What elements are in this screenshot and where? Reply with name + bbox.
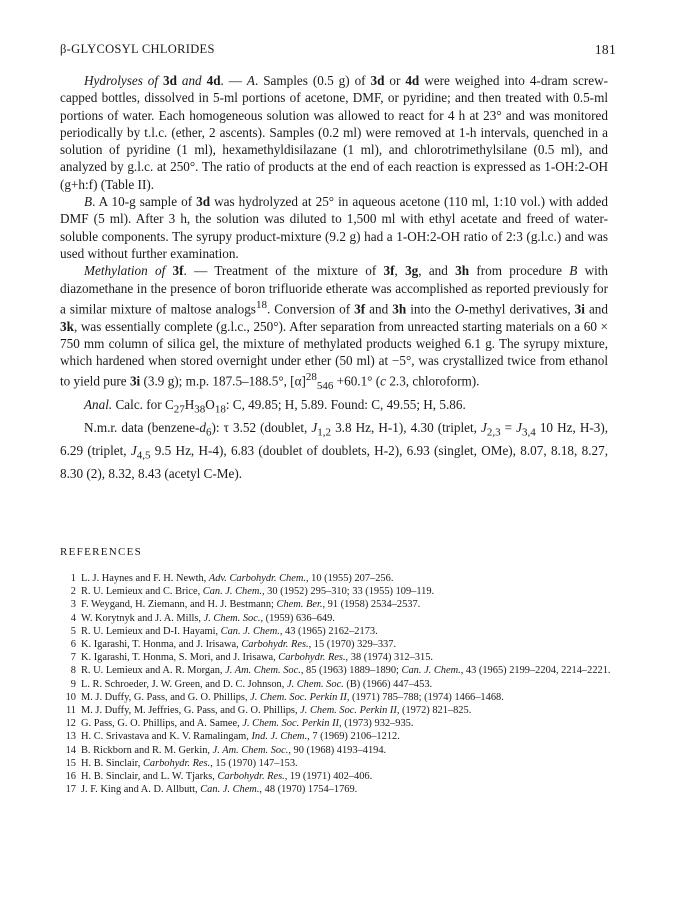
text-run: 18 bbox=[214, 403, 226, 416]
text-run: Anal. bbox=[84, 396, 113, 412]
text-run: J bbox=[130, 442, 137, 458]
text-run: 2.3, chloroform). bbox=[386, 373, 480, 389]
text-run: from procedure bbox=[469, 263, 570, 279]
text-run: into the bbox=[406, 301, 455, 317]
text-run: , (1959) 636–649. bbox=[260, 612, 335, 624]
text-run: , 38 (1974) 312–315. bbox=[345, 652, 433, 664]
text-run: , 10 (1955) 207–256. bbox=[305, 573, 394, 584]
text-run: , and bbox=[418, 263, 456, 279]
text-run: , 48 (1970) 1754–1769. bbox=[259, 784, 358, 796]
reference-text bbox=[81, 704, 616, 717]
text-run: = bbox=[500, 419, 517, 435]
text-run: Can. J. Chem. bbox=[401, 665, 461, 677]
text-run: 27 bbox=[173, 403, 185, 416]
reference-number: 6 bbox=[70, 639, 76, 651]
reference-number: 12 bbox=[65, 718, 76, 730]
text-run: R. U. Lemieux and C. Brice, bbox=[81, 586, 203, 598]
text-run: and bbox=[584, 301, 608, 317]
reference-number: 14 bbox=[65, 744, 76, 756]
references-heading: REFERENCES bbox=[60, 546, 143, 558]
reference-item bbox=[60, 625, 616, 638]
text-run: , 19 (1971) 402–406. bbox=[284, 771, 373, 783]
reference-item bbox=[60, 744, 616, 757]
text-run: , (1972) 821–825. bbox=[396, 705, 472, 717]
reference-text bbox=[81, 783, 616, 796]
text-run: 4,5 bbox=[136, 449, 151, 462]
reference-item bbox=[60, 585, 616, 598]
text-run: H. B. Sinclair, bbox=[81, 757, 143, 769]
text-run: Adv. Carbohydr. Chem. bbox=[208, 573, 306, 584]
reference-text bbox=[81, 717, 616, 730]
text-run: A bbox=[246, 73, 255, 88]
reference-text bbox=[81, 612, 616, 625]
paragraph-methylation bbox=[60, 262, 608, 396]
text-run: . — Treatment of the mixture of bbox=[183, 263, 384, 279]
text-run: H. B. Sinclair, and L. W. Tjarks, bbox=[81, 771, 218, 783]
text-run: (3.9 g); m.p. 187.5–188.5°, [α] bbox=[140, 373, 306, 389]
text-run: Hydrolyses of bbox=[84, 73, 163, 88]
paragraph-hydrolyses bbox=[60, 72, 608, 193]
text-run: 2,3 bbox=[486, 426, 501, 439]
text-run: 3,4 bbox=[522, 426, 536, 439]
text-run: O bbox=[205, 396, 215, 412]
text-run: . Conversion of bbox=[266, 301, 355, 317]
reference-text bbox=[81, 678, 616, 691]
text-run: F. Weygand, H. Ziemann, and H. J. Bestmann; bbox=[81, 599, 277, 611]
text-run: H. C. Srivastava and K. V. Ramalingam, bbox=[81, 731, 252, 743]
text-run: , 43 (1965) 2199–2204, 2214–2221. bbox=[460, 665, 611, 677]
text-run: Ind. J. Chem. bbox=[251, 731, 308, 743]
reference-number: 17 bbox=[65, 784, 76, 796]
text-run: 4d bbox=[405, 73, 420, 88]
text-run: M. J. Duffy, G. Pass, and G. O. Phillips, bbox=[81, 691, 251, 703]
text-run: Calc. for C bbox=[112, 396, 174, 412]
reference-text bbox=[81, 625, 616, 638]
text-run: , 85 (1963) 1889–1890; bbox=[300, 665, 402, 677]
reference-item bbox=[60, 730, 616, 743]
text-run: J. Am. Chem. Soc. bbox=[225, 665, 301, 677]
reference-text bbox=[81, 664, 616, 677]
reference-number: 2 bbox=[70, 586, 76, 598]
text-run: 3f bbox=[383, 263, 395, 279]
text-run: 1,2 bbox=[317, 426, 332, 439]
references-list bbox=[60, 572, 616, 796]
reference-text bbox=[81, 598, 616, 611]
text-run: 3h bbox=[392, 301, 407, 317]
text-run: Chem. Ber. bbox=[276, 599, 323, 611]
reference-item bbox=[60, 770, 616, 783]
text-run: 3k bbox=[60, 318, 74, 334]
text-run: , bbox=[394, 263, 406, 279]
reference-item bbox=[60, 651, 616, 664]
text-run: 546 bbox=[316, 380, 334, 393]
paragraph-procedure-b bbox=[60, 193, 608, 262]
text-run: , 91 (1958) 2534–2537. bbox=[322, 599, 421, 611]
text-run: 3d bbox=[370, 73, 385, 88]
reference-number: 8 bbox=[70, 665, 76, 677]
text-run: , (1971) 785–788; (1974) 1466–1468. bbox=[346, 691, 504, 703]
text-run: -methyl derivatives, bbox=[464, 301, 575, 317]
reference-number: 9 bbox=[70, 678, 76, 690]
text-run: , 7 (1969) 2106–1212. bbox=[307, 731, 400, 743]
text-run: R. U. Lemieux and D-I. Hayami, bbox=[81, 625, 221, 637]
text-run: 18 bbox=[255, 298, 267, 311]
reference-item bbox=[60, 704, 616, 717]
text-run: N.m.r. data (benzene- bbox=[84, 419, 200, 435]
reference-item bbox=[60, 612, 616, 625]
reference-item bbox=[60, 678, 616, 691]
text-run: J bbox=[481, 419, 487, 435]
text-run: J. Chem. Soc. bbox=[286, 678, 344, 690]
text-run: W. Korytnyk and J. A. Mills, bbox=[81, 612, 204, 624]
text-run: K. Igarashi, T. Honma, and J. Irisawa, bbox=[81, 639, 242, 651]
text-run: J. Am. Chem. Soc. bbox=[212, 744, 289, 756]
text-run: 3d bbox=[196, 194, 211, 210]
text-run: with diazomethane in the presence of boron trifluoride etherate was accomplished as reported previously for a similar mixture of maltose analogs bbox=[60, 263, 609, 317]
text-run: Can. J. Chem. bbox=[202, 586, 262, 598]
reference-number: 11 bbox=[65, 705, 76, 717]
reference-number: 5 bbox=[70, 625, 76, 637]
text-run: Carbohydr. Res. bbox=[217, 771, 285, 783]
text-run: B. Rickborn and R. M. Gerkin, bbox=[81, 744, 213, 756]
reference-text bbox=[81, 770, 616, 783]
reference-text bbox=[81, 744, 616, 757]
text-run: , 43 (1965) 2162–2173. bbox=[279, 625, 378, 637]
text-run: L. R. Schroeder, J. W. Green, and D. C. Johnson, bbox=[81, 678, 287, 690]
text-run: were weighed into 4-dram screw-capped bottles, dissolved in 5-ml portions of acetone, DMF, or pyridine; and then treated with 0.5-ml portions of water. Each homogeneous solution was allowed to react for 4 h at 23° and was monitored periodically by t.l.c. (ether, 2 ascents). Samples (0.2 ml) were removed at 1-h intervals, quenched in a solution of pyridine (1 ml), hexamethyldisilazane (1 ml), and chlorotrimethylsilane (0.5 ml), and analyzed by g.l.c. at 250°. The ratio of products at the end of each reaction is expressed as 1-OH:2-OH (g+h:f) (Table II). bbox=[60, 73, 609, 192]
reference-number: 16 bbox=[65, 771, 76, 783]
text-run: : C, 49.85; H, 5.89. Found: C, 49.55; H, 5.86. bbox=[225, 396, 466, 412]
text-run: J bbox=[311, 419, 318, 435]
text-run: Carbohydr. Res. bbox=[278, 652, 346, 664]
text-run: B bbox=[84, 194, 93, 210]
text-run: ): τ 3.52 (doublet, bbox=[211, 419, 312, 435]
reference-text bbox=[81, 730, 616, 743]
text-run: 9.5 Hz, H-4), 6.83 (doublet of doublets, H-2), 6.93 (singlet, OMe), 8.07, 8.18, 8.27, 8.30 (2), 8.32, 8.43 (acetyl C-Me). bbox=[60, 442, 608, 481]
reference-text bbox=[81, 572, 616, 585]
text-run: 3i bbox=[574, 301, 585, 317]
reference-number: 7 bbox=[70, 652, 76, 664]
text-run: R. U. Lemieux and A. R. Morgan, bbox=[81, 665, 226, 677]
text-run: or bbox=[384, 73, 406, 88]
reference-number: 4 bbox=[70, 612, 76, 624]
text-run: 3d bbox=[162, 73, 177, 88]
page-number: 181 bbox=[594, 42, 616, 57]
text-run: 3f bbox=[354, 301, 366, 317]
paragraph-nmr bbox=[60, 419, 608, 482]
text-run: Can. J. Chem. bbox=[200, 784, 260, 796]
text-run: . A 10-g sample of bbox=[92, 194, 197, 210]
text-run: and bbox=[176, 73, 207, 88]
text-run: 6 bbox=[206, 426, 212, 439]
text-run: , was essentially complete (g.l.c., 250°). After separation from unreacted starting materials on a 60 × 750 mm column of silica gel, the mixture of methylated products weighed 6.1 g. The syrupy mixture, which hardened when stored overnight under ether (50 ml) at −5°, was crystallized twice from ethanol to yield pure bbox=[60, 318, 608, 389]
text-run: 38 bbox=[194, 403, 206, 416]
text-run: and bbox=[365, 301, 393, 317]
text-run: , 30 (1952) 295–310; 33 (1955) 109–119. bbox=[261, 586, 435, 598]
text-run: J. Chem. Soc. Perkin II bbox=[300, 705, 397, 717]
text-run: +60.1° ( bbox=[333, 373, 381, 389]
text-run: was hydrolyzed at 25° in aqueous acetone (110 ml, 1:10 vol.) with added DMF (5 ml). After 3 h, the solution was diluted to 1,500 ml with ethyl acetate and freed of water-soluble components. The syrupy product-mixture (9.2 g) had a 1-OH:2-OH ratio of 2:3 (g.l.c.) and was used without further examination. bbox=[60, 194, 608, 261]
text-run: 3g bbox=[405, 263, 419, 279]
reference-number: 10 bbox=[65, 691, 76, 703]
text-run: 28 bbox=[305, 371, 317, 384]
text-run: . Samples (0.5 g) of bbox=[254, 73, 371, 88]
reference-item bbox=[60, 598, 616, 611]
reference-number: 13 bbox=[65, 731, 76, 743]
text-run: (B) (1966) 447–453. bbox=[343, 678, 433, 690]
reference-text bbox=[81, 638, 616, 651]
reference-text bbox=[81, 585, 616, 598]
reference-text bbox=[81, 757, 616, 770]
text-run: J. Chem. Soc. bbox=[203, 612, 261, 624]
text-run: Methylation of bbox=[84, 263, 173, 279]
text-run: d bbox=[199, 419, 206, 435]
text-run: . — bbox=[220, 73, 247, 88]
text-run: J. Chem. Soc. Perkin II bbox=[242, 718, 339, 730]
text-run: O bbox=[454, 301, 465, 317]
text-run: 10 Hz, H-3), 6.29 (triplet, bbox=[60, 419, 609, 458]
reference-number: 3 bbox=[70, 599, 76, 611]
paragraph-analysis bbox=[60, 396, 608, 419]
text-run: 3f bbox=[172, 263, 184, 279]
text-run: , 15 (1970) 329–337. bbox=[308, 639, 397, 651]
reference-item bbox=[60, 638, 616, 651]
text-run: c bbox=[380, 373, 387, 389]
reference-item bbox=[60, 717, 616, 730]
reference-item bbox=[60, 691, 616, 704]
running-head-title: β-GLYCOSYL CHLORIDES bbox=[60, 42, 215, 56]
text-run: J. F. King and A. D. Allbutt, bbox=[81, 784, 201, 796]
text-run: , 15 (1970) 147–153. bbox=[210, 757, 298, 769]
text-run: Carbohydr. Res. bbox=[241, 639, 309, 651]
text-run: J bbox=[516, 419, 523, 435]
text-run: 3.8 Hz, H-1), 4.30 (triplet, bbox=[331, 419, 481, 435]
text-run: Can. J. Chem. bbox=[220, 625, 280, 637]
reference-item bbox=[60, 572, 616, 585]
reference-text bbox=[81, 651, 616, 664]
text-run: L. J. Haynes and F. H. Newth, bbox=[81, 573, 209, 584]
text-run: , 90 (1968) 4193–4194. bbox=[288, 744, 387, 756]
reference-number: 1 bbox=[70, 573, 76, 584]
text-run: G. Pass, G. O. Phillips, and A. Samee, bbox=[81, 718, 243, 730]
text-run: 3h bbox=[455, 263, 470, 279]
text-run: J. Chem. Soc. Perkin II bbox=[250, 691, 347, 703]
text-run: Carbohydr. Res. bbox=[142, 757, 211, 769]
text-run: K. Igarashi, T. Honma, S. Mori, and J. Irisawa, bbox=[81, 652, 279, 664]
text-run: 4d bbox=[206, 73, 221, 88]
text-run: B bbox=[569, 263, 578, 279]
text-run: 3i bbox=[129, 373, 141, 389]
reference-item bbox=[60, 757, 616, 770]
reference-text bbox=[81, 691, 616, 704]
reference-item bbox=[60, 783, 616, 796]
reference-number: 15 bbox=[65, 757, 76, 769]
text-run: , (1973) 932–935. bbox=[339, 718, 414, 730]
text-run: M. J. Duffy, M. Jeffries, G. Pass, and G. O. Phillips, bbox=[81, 705, 301, 717]
text-run: H bbox=[184, 396, 195, 412]
body-text bbox=[60, 72, 608, 482]
reference-item bbox=[60, 664, 616, 677]
